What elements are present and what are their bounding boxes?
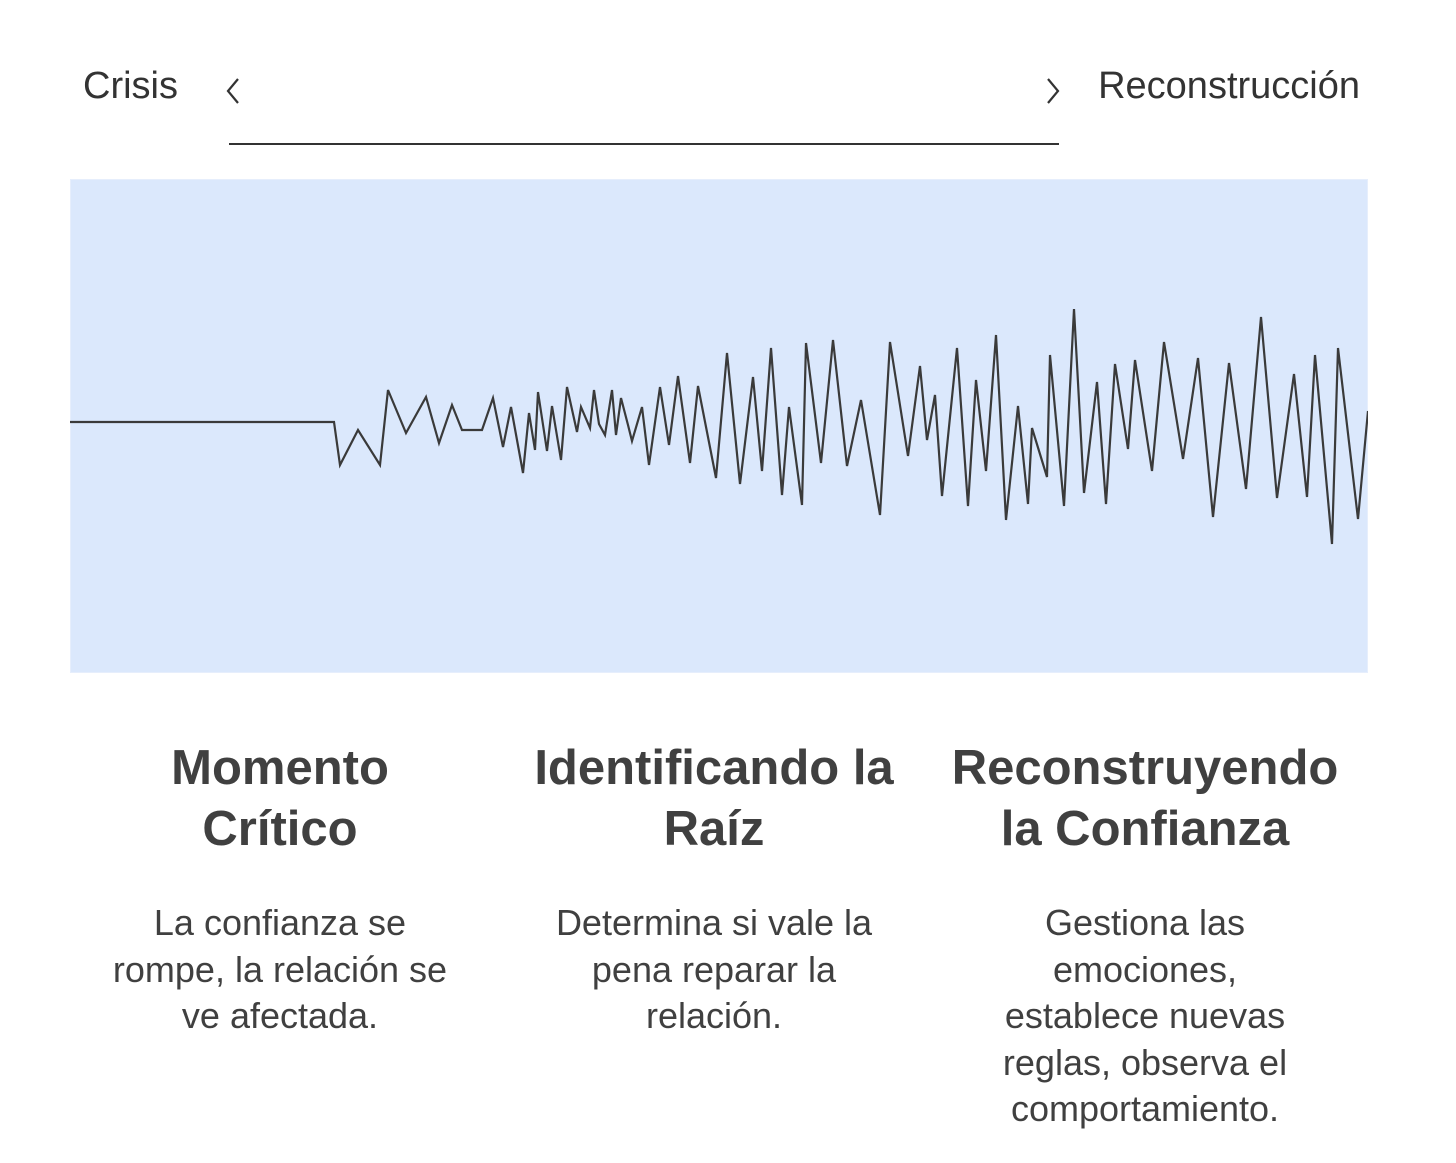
- stage-description: Gestiona las emociones, establece nuevas reglas, observa el comportamiento.: [1002, 902, 1288, 1129]
- timeline-start-label: Crisis: [83, 65, 178, 107]
- stage-column: [522, 738, 906, 1040]
- stage-title: Momento Crítico: [171, 741, 389, 856]
- timeline-end-label: Reconstrucción: [1098, 65, 1360, 107]
- stage-title: Reconstruyendo la Confianza: [951, 741, 1339, 856]
- stage-description: Determina si vale la pena reparar la relación.: [555, 902, 873, 1036]
- waveform-line: [70, 309, 1368, 544]
- stage-column: [95, 738, 465, 1040]
- chevron-right-icon: [1042, 74, 1064, 108]
- waveform-illustration: [70, 179, 1368, 673]
- stage-title: Identificando la Raíz: [534, 741, 894, 856]
- chevron-left-icon: [222, 74, 244, 108]
- stage-column: [938, 738, 1352, 1133]
- timeline-axis-line: [229, 143, 1059, 145]
- stage-description: La confianza se rompe, la relación se ve afectada.: [112, 902, 448, 1036]
